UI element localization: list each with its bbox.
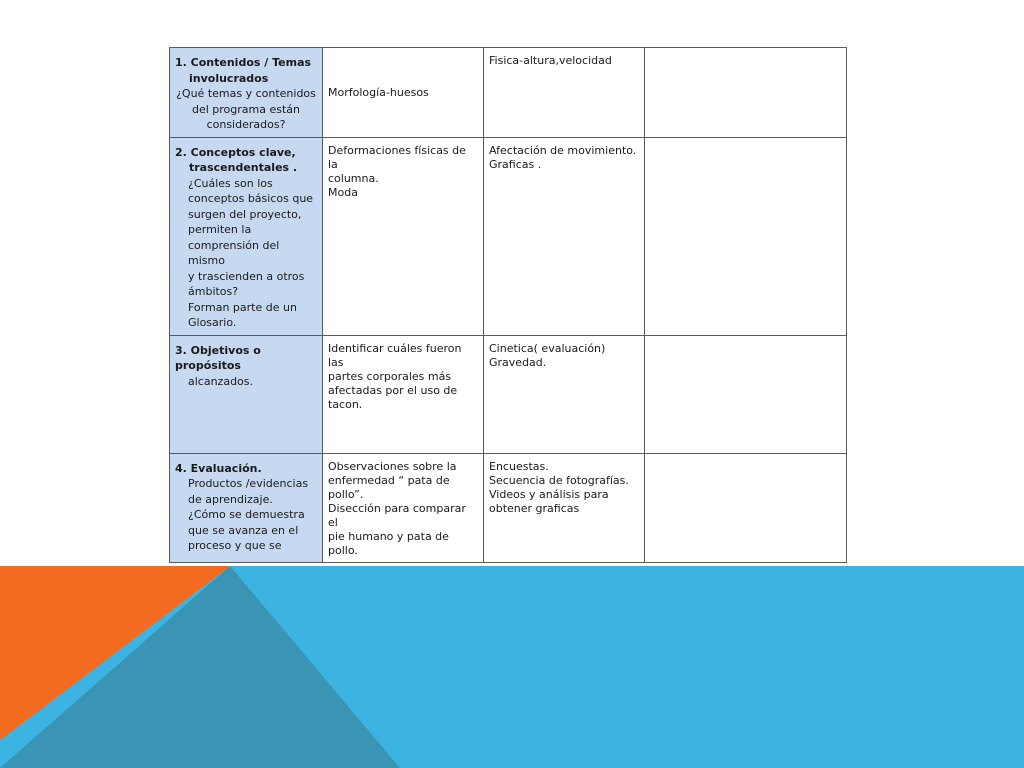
- table-cell-empty: [645, 453, 847, 562]
- row-title: 4. Evaluación.: [175, 461, 262, 475]
- planning-table: [169, 47, 847, 563]
- table-row: [170, 453, 847, 562]
- cell-text: Encuestas.: [489, 459, 549, 473]
- cell-text: pollo”.: [328, 487, 364, 501]
- row-header-cell: [170, 453, 323, 562]
- cell-text: Deformaciones físicas de la: [328, 143, 466, 171]
- row-description-line: considerados?: [206, 118, 286, 131]
- table-cell: [323, 335, 484, 453]
- cell-text: pie humano y pata de pollo.: [328, 529, 449, 557]
- cell-text: Gravedad.: [489, 355, 547, 369]
- table-cell-empty: [645, 137, 847, 335]
- cell-text: Cinetica( evaluación): [489, 341, 606, 355]
- row-description-line: surgen del proyecto,: [188, 207, 302, 221]
- row-description-line: Glosario.: [188, 316, 237, 329]
- cell-text: Secuencia de fotografías.: [489, 473, 629, 487]
- row-description-line: ¿Cuáles son los: [188, 176, 273, 190]
- row-header-cell: [170, 335, 323, 453]
- table-row: [170, 335, 847, 453]
- row-description-line: Productos /evidencias: [188, 477, 309, 490]
- row-description-line: y trascienden a otros: [188, 269, 305, 283]
- table-row: [170, 48, 847, 138]
- cell-text: enfermedad “ pata de: [328, 473, 450, 487]
- cell-text: Videos y análisis para: [489, 487, 609, 501]
- table-cell: [484, 453, 645, 562]
- table-cell: [484, 335, 645, 453]
- row-description-line: conceptos básicos que: [188, 192, 314, 205]
- row-description-line: proceso y que se: [188, 539, 282, 552]
- cell-text: partes corporales más: [328, 369, 452, 383]
- cell-text: Morfología-huesos: [328, 86, 429, 100]
- table-cell-empty: [645, 335, 847, 453]
- table-cell-empty: [645, 48, 847, 138]
- cell-text: Disección para comparar el: [328, 501, 466, 529]
- cell-text: Afectación de movimiento.: [489, 143, 637, 157]
- table-cell: [323, 453, 484, 562]
- row-title: 2. Conceptos clave,: [175, 145, 296, 159]
- row-header-cell: [170, 48, 323, 138]
- row-description-line: ¿Qué temas y contenidos: [176, 87, 316, 100]
- table-cell: [484, 137, 645, 335]
- cell-text: Moda: [328, 185, 358, 199]
- cell-text: Fisica-altura,velocidad: [489, 54, 612, 67]
- cell-text: afectadas por el uso de: [328, 383, 458, 397]
- table-cell: [323, 48, 484, 138]
- row-description-line: permiten la: [188, 223, 252, 236]
- row-header-cell: [170, 137, 323, 335]
- row-description-line: del programa están: [191, 102, 301, 116]
- row-description-line: ámbitos?: [188, 285, 239, 298]
- row-title-continued: involucrados: [189, 71, 269, 85]
- row-description-line: alcanzados.: [188, 374, 254, 388]
- cell-text: obtener graficas: [489, 501, 580, 515]
- row-title-continued: trascendentales .: [189, 161, 298, 174]
- cell-text: columna.: [328, 171, 379, 185]
- row-title: 1. Contenidos / Temas: [175, 56, 312, 69]
- row-description-line: de aprendizaje.: [188, 492, 273, 506]
- cell-text: Observaciones sobre la: [328, 459, 457, 473]
- table-cell: [484, 48, 645, 138]
- row-description-line: Forman parte de un: [188, 300, 297, 314]
- cell-text: tacon.: [328, 397, 363, 411]
- row-description-line: comprensión del mismo: [188, 238, 280, 267]
- row-description-line: que se avanza en el: [188, 523, 299, 537]
- cell-text: Identificar cuáles fueron las: [328, 341, 462, 369]
- table-cell: [323, 137, 484, 335]
- table-row: [170, 137, 847, 335]
- row-description-line: ¿Cómo se demuestra: [188, 508, 305, 521]
- cell-text: Graficas .: [489, 157, 542, 171]
- row-title: 3. Objetivos o propósitos: [175, 343, 261, 372]
